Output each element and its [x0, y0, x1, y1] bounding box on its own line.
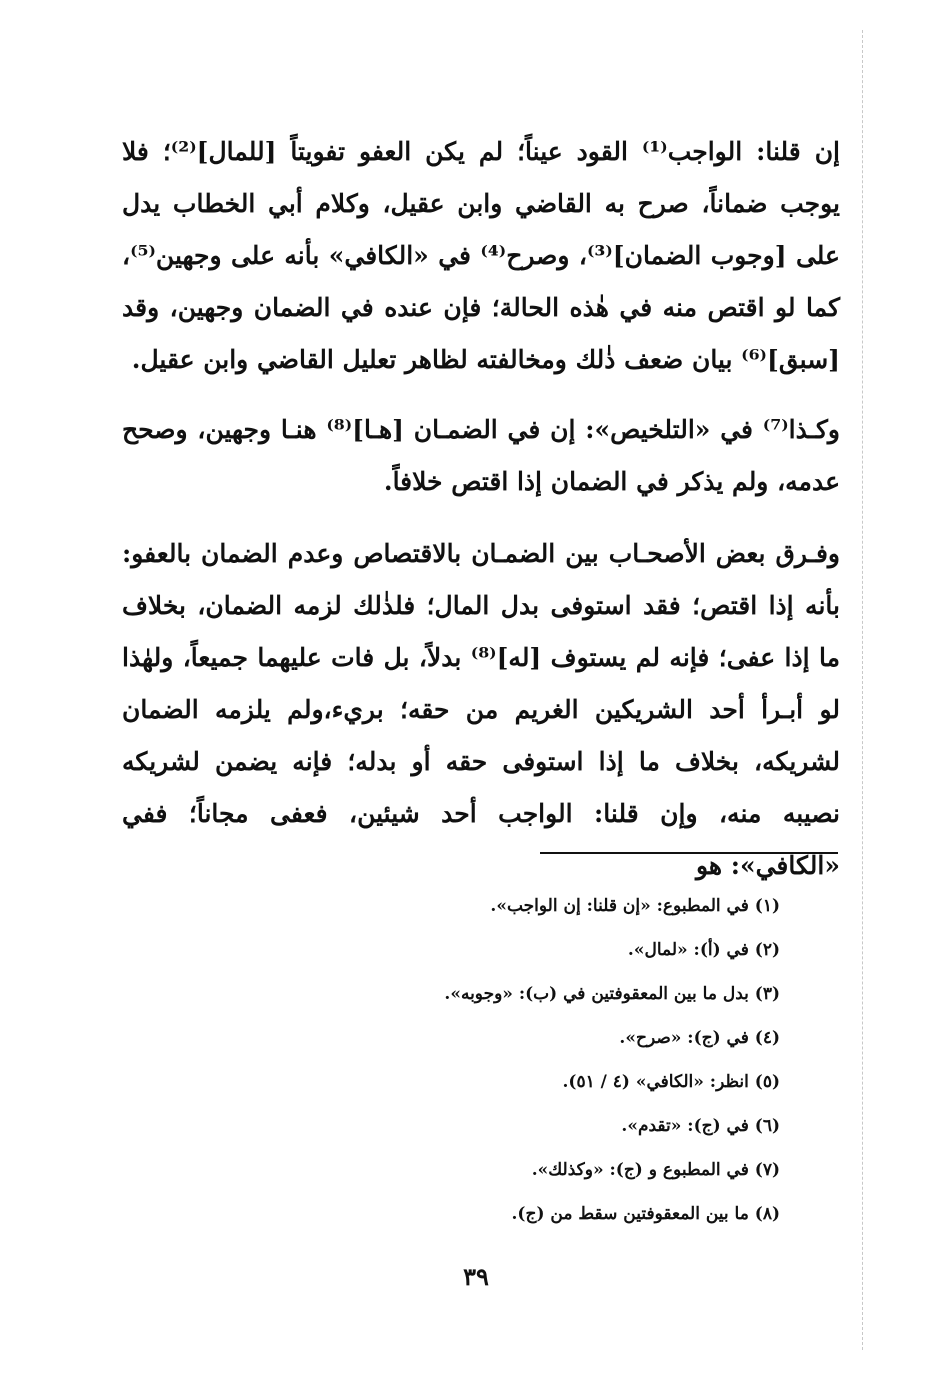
footnote-3: (٣) بدل ما بين المعقوفتين في (ب): «وجوبه». [444, 984, 780, 1004]
body-paragraph-3: وفـرق بعض الأصحـاب بين الضمـان بالاقتصاص وعدم الضمان بالعفو: بأنه إذا اقتص؛ فقد استوفى بدل المال؛ فلذٰلك لزمه الضمان، بخلاف ما إذا عفى؛ فإنه لم يستوف [له]⁽⁸⁾ بدلاً، بل فات عليهما جميعاً، ولهٰذا لو أبـرأ أحد الشريكين الغريم من حقه؛ بريء،ولم يلزمه الضمان لشريكه، بخلاف ما إذا استوفى حقه أو بدله؛ فإنه يضمن لشريكه نصيبه منه، وإن قلنا: الواجب أحد شيئين، فعفى مجاناً؛ ففي «الكافي»: هو [122, 539, 840, 880]
body-paragraph-2: وكـذا⁽⁷⁾ في «التلخيص»: إن في الضمـان [هـا]⁽⁸⁾ هنـا وجهين، وصحح عدمه، ولم يذكر في الضمان إذا اقتص خلافاً. [122, 415, 841, 496]
footnote-5: (٥) انظر: «الكافي» (٤ / ٥١). [562, 1072, 780, 1092]
footnote-6: (٦) في (ج): «تقدم». [621, 1116, 780, 1136]
scan-edge-line [862, 30, 863, 1350]
footnote-separator [540, 852, 838, 854]
page-number: ٣٩ [463, 1262, 489, 1291]
footnote-8: (٨) ما بين المعقوفتين سقط من (ج). [511, 1204, 780, 1224]
footnote-2: (٢) في (أ): «لمال». [627, 940, 780, 960]
footnote-1: (١) في المطبوع: «إن قلنا: إن الواجب». [490, 896, 780, 916]
body-paragraph-1: إن قلنا: الواجب⁽¹⁾ القود عيناً؛ لم يكن العفو تفويتاً [للمال]⁽²⁾؛ فلا يوجب ضماناً، صرح به القاضي وابن عقيل، وكلام أبي الخطاب يدل على [وجوب الضمان]⁽³⁾، وصرح⁽⁴⁾ في «الكافي» بأنه على وجهين⁽⁵⁾، كما لو اقتص منه في هٰذه الحالة؛ فإن عنده في الضمان وجهين، وقد [سبق]⁽⁶⁾ بيان ضعف ذٰلك ومخالفته لظاهر تعليل القاضي وابن عقيل. [122, 137, 841, 374]
footnote-4: (٤) في (ج): «صرح». [619, 1028, 780, 1048]
footnote-7: (٧) في المطبوع و (ج): «وكذلك». [531, 1160, 780, 1180]
footnotes-list [300, 884, 780, 1236]
